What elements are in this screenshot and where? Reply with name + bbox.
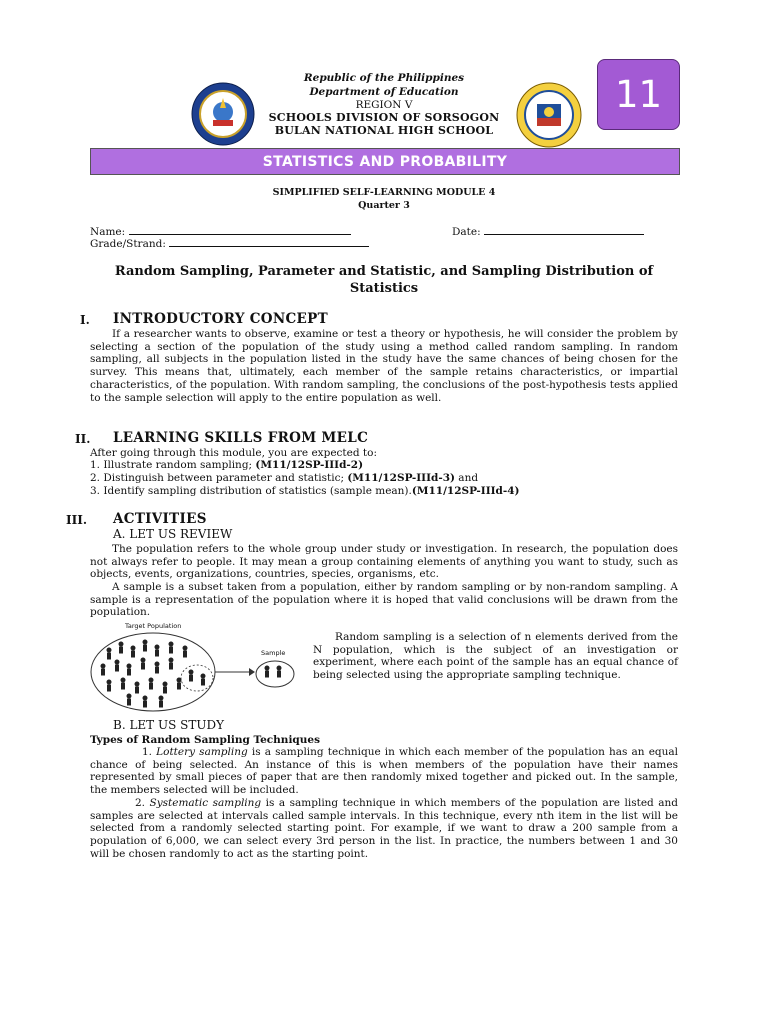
section-1-number: I. <box>80 313 90 327</box>
melc-item-2: 2. Distinguish between parameter and statistic; (M11/12SP-IIId-3) and <box>90 472 479 484</box>
grade-strand-field[interactable] <box>90 237 369 250</box>
name-label: Name: <box>90 226 126 238</box>
intro-paragraph: If a researcher wants to observe, examine or test a theory or hypothesis, he will consider the problem by selecting a section of the population of the study using a method called random sampling. In random sampling, all subjects in the population listed in the study have the same chances of being chosen for the survey. This means that, ultimately, each member of the sample retains characteristics, or impartial characteristics, of the population. With random sampling, the conclusions of the post-hypothesis tests applied to the sample selection will apply to the entire population as well. <box>90 328 678 404</box>
grade-badge: 11 <box>597 59 680 130</box>
section-3-title: ACTIVITIES <box>113 511 207 527</box>
arrow-head-icon <box>249 668 255 676</box>
lottery-sampling-term: Lottery sampling <box>156 746 248 758</box>
republic-line: Republic of the Philippines <box>303 72 465 84</box>
section-1-title: INTRODUCTORY CONCEPT <box>113 311 328 327</box>
date-field[interactable] <box>452 225 644 238</box>
school-line: BULAN NATIONAL HIGH SCHOOL <box>274 124 494 137</box>
section-3-number: III. <box>66 513 88 527</box>
target-population-label: Target Population <box>125 622 182 630</box>
population-sample-diagram <box>89 620 303 712</box>
module-title: SIMPLIFIED SELF-LEARNING MODULE 4 <box>272 187 496 198</box>
melc-lead: After going through this module, you are expected to: <box>90 447 377 459</box>
subject-banner: STATISTICS AND PROBABILITY <box>90 148 680 175</box>
region-line: REGION V <box>355 99 413 111</box>
department-line: Department of Education <box>309 86 459 98</box>
random-sampling-definition: Random sampling is a selection of n elements derived from the N population, which is the subject of an investigation or experiment, where each point of the sample has an equal chance of being selected using the appropriate sampling technique. <box>313 631 678 682</box>
melc-item-3: 3. Identify sampling distribution of statistics (sample mean).(M11/12SP-IIId-4) <box>90 485 520 497</box>
sample-label: Sample <box>261 649 286 657</box>
sample-people-icons <box>265 666 282 678</box>
population-people-icons <box>101 640 206 708</box>
division-line: SCHOOLS DIVISION OF SORSOGON <box>268 111 500 124</box>
systematic-sampling-term: Systematic sampling <box>149 797 262 809</box>
review-paragraph-2: A sample is a subset taken from a population, either by random sampling or by non-random sampling. A sample is a representation of the population where it is hoped that valid conclusions will be drawn from the population. <box>90 581 678 619</box>
date-label: Date: <box>452 226 481 238</box>
let-us-study-heading: B. LET US STUDY <box>113 718 225 732</box>
review-paragraph-1: The population refers to the whole group under study or investigation. In research, the population does not always refer to people. It may mean a group containing elements of anything you want to study, such as objects, events, organizations, countries, species, organisms, etc. <box>90 543 678 581</box>
types-heading: Types of Random Sampling Techniques <box>90 734 320 746</box>
systematic-sampling-paragraph: 2. Systematic sampling is a sampling technique in which members of the population are listed and samples are selected at intervals called sample intervals. In this technique, every nth item in the list will be selected from a randomly selected starting point. For example, if we want to draw a 200 sample from a population of 6,000, we can select every 3rd person in the list. In practice, the numbers between 1 and 30 will be chosen randomly to act as the starting point. <box>90 797 678 860</box>
section-2-title: LEARNING SKILLS FROM MELC <box>113 430 369 446</box>
let-us-review-heading: A. LET US REVIEW <box>113 527 233 541</box>
quarter-label: Quarter 3 <box>358 200 410 211</box>
lesson-title: Random Sampling, Parameter and Statistic, and Sampling Distribution of Statistics <box>114 264 654 296</box>
melc-item-1: 1. Illustrate random sampling; (M11/12SP-IIId-2) <box>90 459 364 471</box>
lottery-sampling-paragraph: 1. Lottery sampling is a sampling technique in which each member of the population has an equal chance of being selected. An instance of this is when members of the population have their names represented by small pieces of paper that are then randomly mixed together and picked out. In the sample, the members selected will be included. <box>90 746 679 797</box>
section-2-number: II. <box>75 432 91 446</box>
grade-strand-label: Grade/Strand: <box>90 238 166 250</box>
